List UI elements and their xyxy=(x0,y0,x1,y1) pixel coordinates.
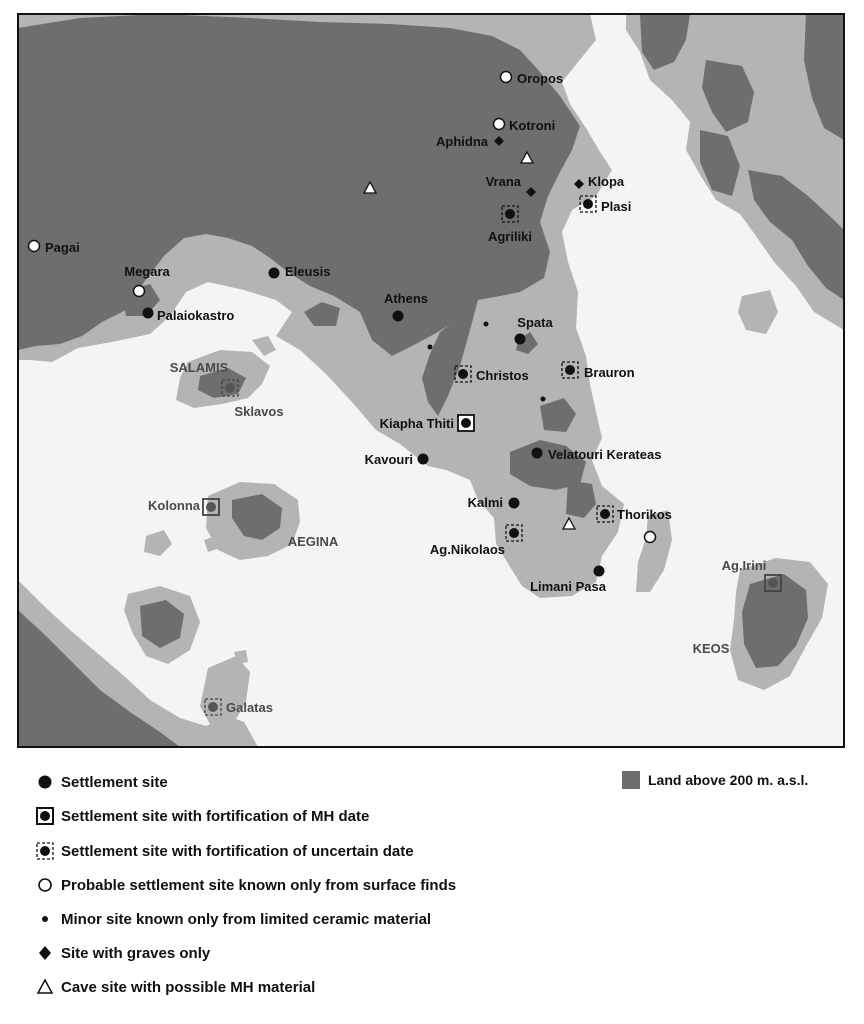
kalmi-marker xyxy=(509,498,520,509)
palaiokastro-label: Palaiokastro xyxy=(157,308,235,323)
small-dot-icon xyxy=(36,910,54,928)
vrana-label: Vrana xyxy=(485,174,521,189)
spata-marker xyxy=(515,334,526,345)
legend-label-graves: Site with graves only xyxy=(61,944,211,962)
minor-1-marker xyxy=(484,322,489,327)
legend-label-fort-uncertain: Settlement site with fortification of uncertain date xyxy=(61,842,414,860)
christos-label: Christos xyxy=(476,368,529,383)
kalmi-label: Kalmi xyxy=(467,495,503,510)
agriliki-label: Agriliki xyxy=(487,229,533,244)
megara-label: Megara xyxy=(124,264,170,279)
diamond-icon xyxy=(36,944,54,962)
spata-label: Spata xyxy=(517,315,553,330)
limani-pasa-label: Limani Pasa xyxy=(530,579,606,594)
kolonna-label: Kolonna xyxy=(148,498,200,513)
megara-marker xyxy=(134,286,145,297)
legend-label-fort-mh: Settlement site with fortification of MH date xyxy=(61,807,370,825)
plasi-label: Plasi xyxy=(601,199,632,214)
kotroni-label: Kotroni xyxy=(509,118,556,133)
aegina-label: AEGINA xyxy=(287,534,339,549)
fortified-uncertain-icon xyxy=(36,842,54,860)
pagai-label: Pagai xyxy=(45,240,80,255)
legend-item-settlement xyxy=(36,770,168,794)
ag-nikolaos-label: Ag.Nikolaos xyxy=(429,542,505,557)
klopa-label: Klopa xyxy=(588,174,625,189)
galatas-label: Galatas xyxy=(226,700,273,715)
land-swatch-icon xyxy=(622,771,640,789)
thorikos-label: Thorikos xyxy=(617,507,672,522)
legend-item-probable xyxy=(36,873,456,897)
minor-2-marker xyxy=(428,345,433,350)
triangle-icon xyxy=(36,978,54,996)
kavouri-label: Kavouri xyxy=(364,452,413,467)
palaiokastro-marker xyxy=(143,308,154,319)
fortified-mh-icon xyxy=(36,807,54,825)
keos-label: KEOS xyxy=(692,641,730,656)
velatouri-label: Velatouri Kerateas xyxy=(548,447,662,462)
kiapha-thiti-marker xyxy=(458,415,474,431)
legend-item-graves xyxy=(36,941,210,965)
open-circle-icon xyxy=(36,876,54,894)
minor-3-marker xyxy=(541,397,546,402)
eleusis-label: Eleusis xyxy=(285,264,331,279)
probable-thorikos-coast-marker xyxy=(645,532,656,543)
athens-marker xyxy=(393,311,404,322)
legend-item-fort-uncertain xyxy=(36,839,414,863)
brauron-label: Brauron xyxy=(584,365,635,380)
eleusis-marker xyxy=(269,268,280,279)
kiapha-thiti-label: Kiapha Thiti xyxy=(379,416,454,431)
velatouri-marker xyxy=(532,448,543,459)
athens-label: Athens xyxy=(383,291,429,306)
legend-label-minor: Minor site known only from limited ceramic material xyxy=(61,910,432,928)
legend-label-land: Land above 200 m. a.s.l. xyxy=(648,772,809,788)
legend-label-cave: Cave site with possible MH material xyxy=(61,978,316,996)
aphidna-label: Aphidna xyxy=(436,134,488,149)
pagai-marker xyxy=(29,241,40,252)
ag-irini-label: Ag.Irini xyxy=(721,558,767,573)
legend-label-probable: Probable settlement site known only from surface finds xyxy=(61,876,457,894)
oropos-label: Oropos xyxy=(517,71,564,86)
legend-label-settlement: Settlement site xyxy=(61,773,168,791)
limani-pasa-marker xyxy=(594,566,605,577)
salamis-label: SALAMIS xyxy=(169,360,229,375)
legend-item-minor xyxy=(36,907,431,931)
kavouri-marker xyxy=(418,454,429,465)
sklavos-label: Sklavos xyxy=(234,404,284,419)
oropos-marker xyxy=(501,72,512,83)
legend-item-cave xyxy=(36,975,315,999)
legend-item-land xyxy=(622,771,808,789)
settlement-icon xyxy=(36,773,54,791)
legend-item-fort-mh xyxy=(36,804,369,828)
kotroni-marker xyxy=(494,119,505,130)
